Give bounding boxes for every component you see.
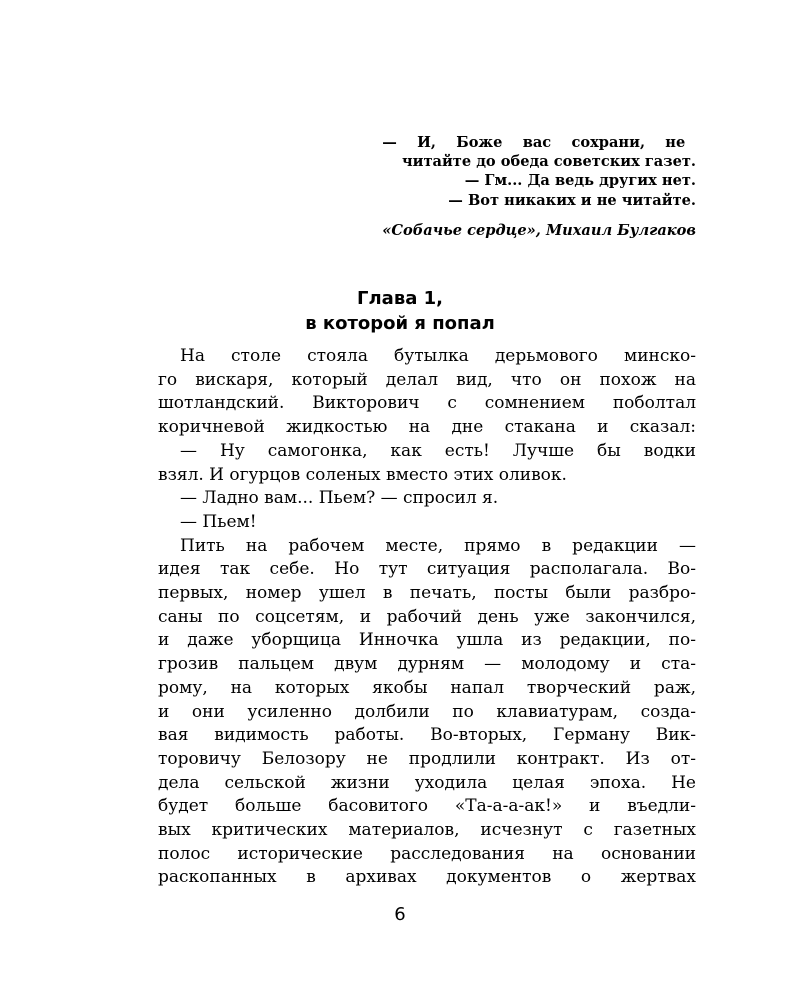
epigraph-line: — И, Боже вас сохрани, не bbox=[382, 134, 686, 151]
text-line: будет больше басовитого «Та-а-а-ак!» и въедли- bbox=[158, 796, 696, 817]
page-number: 6 bbox=[394, 904, 406, 925]
text-line: и даже уборщица Инночка ушла из редакции, по- bbox=[158, 630, 696, 651]
text-line: саны по соцсетям, и рабочий день уже закончился, bbox=[158, 606, 696, 627]
text-line: шотландский. Викторович с сомнением поболтал bbox=[158, 393, 696, 414]
text-line: раскопанных в архивах документов о жертвах bbox=[158, 867, 696, 888]
chapter-title-line-1: Глава 1, bbox=[357, 288, 443, 309]
text-line: первых, номер ушел в печать, посты были разбро- bbox=[158, 583, 696, 604]
epigraph-line: — Гм... Да ведь других нет. bbox=[464, 172, 696, 190]
text-line: торовичу Белозору не продлили контракт. Из от- bbox=[158, 748, 696, 769]
epigraph bbox=[382, 133, 696, 240]
text-line: — Пьем! bbox=[180, 511, 257, 532]
text-line: полос исторические расследования на основании bbox=[158, 843, 696, 864]
epigraph-line: читайте до обеда советских газет. bbox=[401, 153, 696, 171]
text-line: коричневой жидкостью на дне стакана и сказал: bbox=[158, 417, 696, 438]
text-line: — Ну самогонка, как есть! Лучше бы водки bbox=[180, 440, 696, 461]
chapter-title bbox=[0, 286, 800, 336]
text-line: идея так себе. Но тут ситуация располагала. Во- bbox=[158, 559, 696, 580]
text-line: взял. И огурцов соленых вместо этих оливок. bbox=[158, 464, 567, 485]
text-line: вая видимость работы. Во-вторых, Герману Вик- bbox=[158, 725, 696, 746]
body-text bbox=[158, 345, 696, 890]
epigraph-line: — Вот никаких и не читайте. bbox=[448, 191, 696, 209]
text-line: На столе стояла бутылка дерьмового минско- bbox=[180, 346, 696, 366]
text-line: грозив пальцем двум дурням — молодому и ста- bbox=[158, 654, 696, 675]
epigraph-source: «Собачье сердце», Михаил Булгаков bbox=[382, 221, 696, 239]
text-line: Пить на рабочем месте, прямо в редакции — bbox=[180, 535, 696, 556]
text-line: рому, на которых якобы напал творческий раж, bbox=[158, 677, 696, 698]
text-line: го вискаря, который делал вид, что он похож на bbox=[158, 369, 696, 390]
chapter-title-line-2: в которой я попал bbox=[305, 313, 495, 334]
text-line: — Ладно вам... Пьем? — спросил я. bbox=[180, 488, 499, 509]
text-line: дела сельской жизни уходила целая эпоха. Не bbox=[158, 772, 696, 793]
text-line: и они усиленно долбили по клавиатурам, созда- bbox=[158, 701, 696, 722]
text-line: вых критических материалов, исчезнут с газетных bbox=[158, 820, 696, 841]
